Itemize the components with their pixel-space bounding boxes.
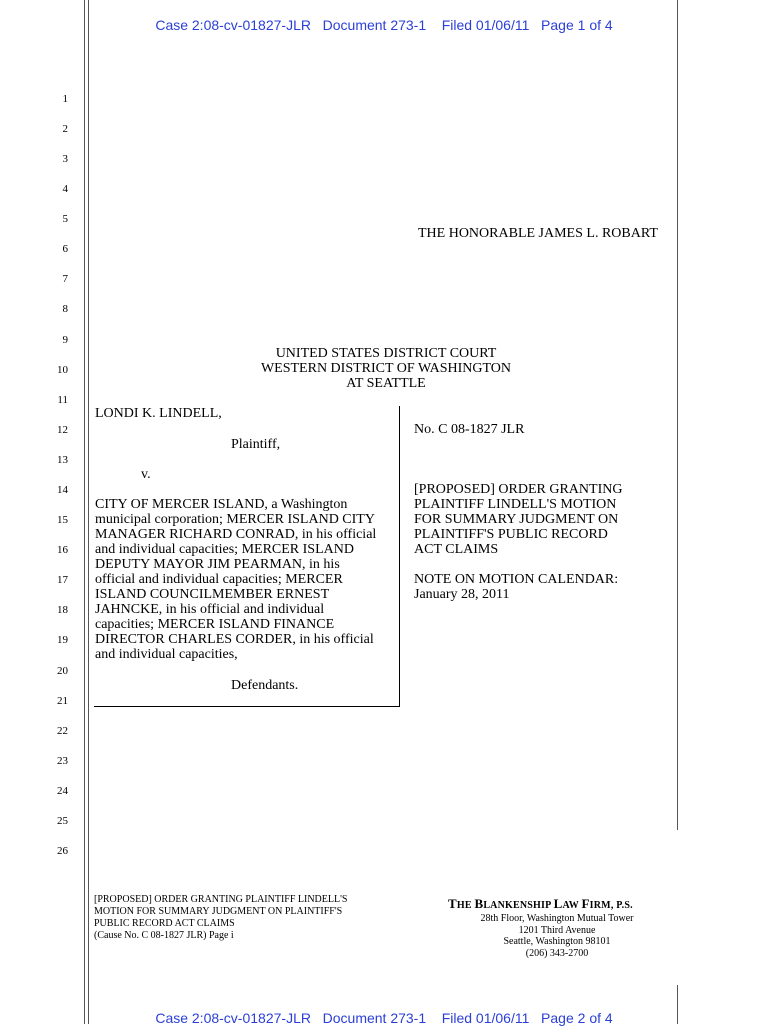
firm-name: [448, 896, 633, 912]
firm-name-part: , P.S.: [610, 900, 633, 911]
line-number: 7: [62, 273, 68, 285]
firm-address-line: 1201 Third Avenue: [518, 924, 596, 936]
defendants-line: and individual capacities,: [95, 647, 238, 662]
defendants-line: DEPUTY MAYOR JIM PEARMAN, in his: [95, 557, 340, 572]
line-number: 24: [57, 785, 68, 797]
case-number: No. C 08-1827 JLR: [414, 422, 525, 437]
defendants-line: ISLAND COUNCILMEMBER ERNEST: [95, 587, 330, 602]
note-label: NOTE ON MOTION CALENDAR:: [414, 572, 619, 587]
defendants-line: CITY OF MERCER ISLAND, a Washington: [95, 497, 348, 512]
judge-name: THE HONORABLE JAMES L. ROBART: [418, 226, 658, 241]
defendants-line: capacities; MERCER ISLAND FINANCE: [95, 617, 335, 632]
line-number: 20: [57, 665, 68, 677]
line-number: 19: [57, 634, 68, 646]
defendants-line: MANAGER RICHARD CONRAD, in his official: [95, 527, 377, 542]
footer-caption: [94, 894, 347, 942]
line-number: 12: [57, 424, 68, 436]
line-number: 10: [57, 364, 68, 376]
line-number: 25: [57, 815, 68, 827]
plaintiff-name: LONDI K. LINDELL,: [95, 406, 222, 421]
left-margin-rule-inner: [88, 0, 89, 1024]
footer-caption-line: [PROPOSED] ORDER GRANTING PLAINTIFF LINDELL'S: [94, 894, 348, 905]
line-number: 11: [57, 394, 68, 406]
line-number: 4: [62, 183, 68, 195]
line-number: 9: [62, 334, 68, 346]
court-location: AT SEATTLE: [346, 376, 426, 391]
court-district: WESTERN DISTRICT OF WASHINGTON: [260, 361, 512, 376]
firm-name-part: IRM: [589, 900, 611, 911]
footer-caption-line: MOTION FOR SUMMARY JUDGMENT ON PLAINTIFF'S: [94, 906, 343, 917]
firm-name-part: T: [448, 896, 457, 911]
firm-phone: (206) 343-2700: [525, 947, 589, 959]
plaintiff-role: Plaintiff,: [231, 437, 281, 452]
firm-name-part: L: [553, 896, 563, 911]
footer-caption-line: PUBLIC RECORD ACT CLAIMS: [94, 918, 235, 929]
line-number: 8: [62, 303, 68, 315]
defendants-line: municipal corporation; MERCER ISLAND CITY: [95, 512, 375, 527]
footer-caption-line: (Cause No. C 08-1827 JLR) Page i: [94, 930, 234, 941]
line-number: 5: [62, 213, 68, 225]
document-title-line: [PROPOSED] ORDER GRANTING: [414, 482, 623, 497]
defendants-list: [95, 497, 376, 662]
defendants-line: DIRECTOR CHARLES CORDER, in his official: [95, 632, 374, 647]
defendants-line: JAHNCKE, in his official and individual: [95, 602, 325, 617]
firm-name-part: HE: [456, 900, 475, 911]
line-number: 22: [57, 725, 68, 737]
line-number: 2: [62, 123, 68, 135]
line-number: 6: [62, 243, 68, 255]
document-title: [414, 482, 622, 557]
line-number: 15: [57, 514, 68, 526]
versus: v.: [141, 467, 151, 482]
line-number: 26: [57, 845, 68, 857]
firm-name-part: LANKENSHIP: [483, 900, 554, 911]
firm-name-part: F: [581, 896, 590, 911]
note-date: January 28, 2011: [414, 587, 510, 602]
line-number: 18: [57, 604, 68, 616]
line-number: 14: [57, 484, 68, 496]
defendants-line: official and individual capacities; MERCER: [95, 572, 343, 587]
line-number: 3: [62, 153, 68, 165]
line-number: 13: [57, 454, 68, 466]
defendants-role: Defendants.: [231, 678, 299, 693]
line-number: 17: [57, 574, 68, 586]
line-number: 16: [57, 544, 68, 556]
firm-address: [470, 913, 644, 959]
document-title-line: ACT CLAIMS: [414, 542, 499, 557]
firm-address-line: 28th Floor, Washington Mutual Tower: [480, 913, 634, 924]
line-number: 23: [57, 755, 68, 767]
firm-name-part: B: [474, 896, 484, 911]
left-margin-rule-outer: [84, 0, 85, 1024]
firm-address-line: Seattle, Washington 98101: [503, 936, 611, 947]
document-title-line: PLAINTIFF LINDELL'S MOTION: [414, 497, 617, 512]
line-number: 1: [62, 93, 68, 105]
court-name: UNITED STATES DISTRICT COURT: [275, 346, 497, 361]
defendants-line: and individual capacities; MERCER ISLAND: [95, 542, 354, 557]
right-margin-rule: [677, 0, 678, 830]
firm-name-part: AW: [562, 900, 582, 911]
document-title-line: FOR SUMMARY JUDGMENT ON: [414, 512, 619, 527]
page-header: Case 2:08-cv-01827-JLR Document 273-1 Filed 01/06/11 Page 1 of 4: [155, 17, 613, 33]
next-page-header: Case 2:08-cv-01827-JLR Document 273-1 Filed 01/06/11 Page 2 of 4: [155, 1010, 613, 1026]
line-number: 21: [57, 695, 68, 707]
document-title-line: PLAINTIFF'S PUBLIC RECORD: [414, 527, 608, 542]
